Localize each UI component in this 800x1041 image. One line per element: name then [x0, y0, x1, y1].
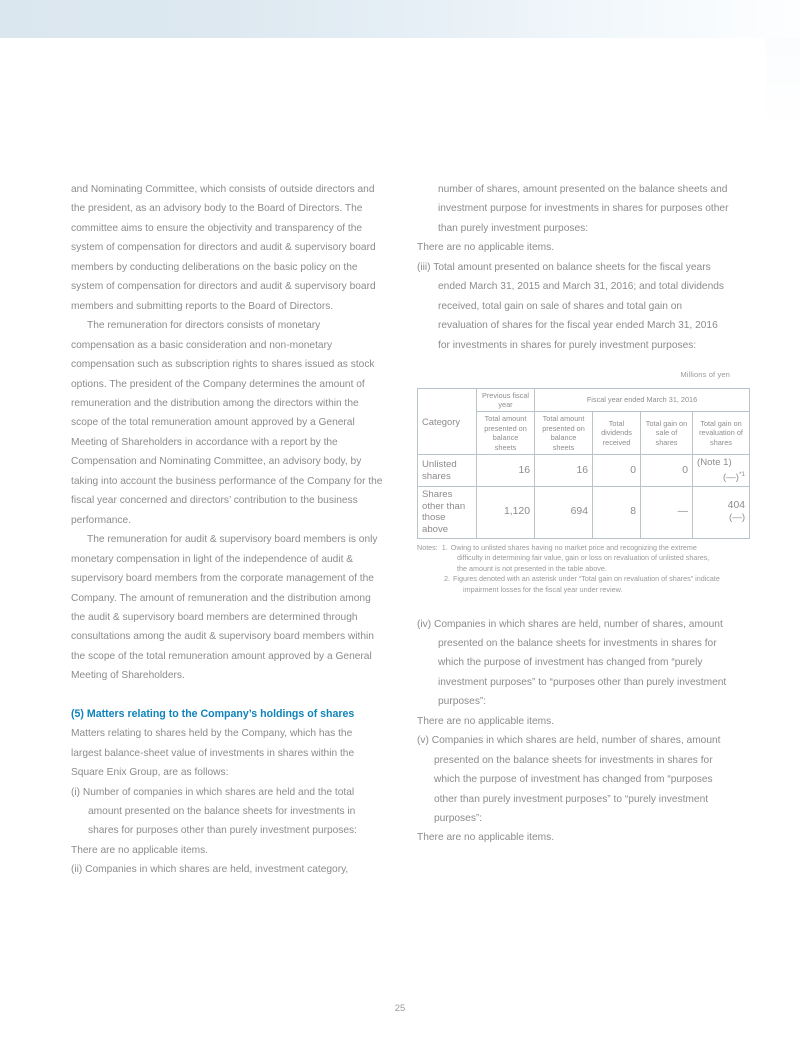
row-label-unlisted-shares: Unlisted shares [418, 454, 477, 486]
table-row [418, 487, 750, 538]
table-note-2-line-2: impairment losses for the fiscal year under review. [463, 584, 623, 594]
list-item-v-answer: There are no applicable items. [417, 832, 555, 844]
right-text-column [417, 180, 746, 848]
cell-other-dividends: 8 [593, 487, 641, 538]
table-header-balance: Total amount presented on balance sheets [535, 412, 593, 455]
page-number: 25 [394, 1002, 406, 1013]
left-text-column [71, 180, 384, 880]
table-group-header-row [418, 388, 750, 412]
shares-table-block [417, 365, 746, 595]
cell-other-balance: 694 [535, 487, 593, 538]
table-header-previous-fiscal-year: Previous fiscal year [477, 388, 535, 412]
table-spacer-bottom [417, 596, 730, 615]
cell-unlisted-balance: 16 [535, 454, 593, 486]
list-item-ii-continued: number of shares, amount presented on the balance sheets and investment purpose for investments in shares for purposes other than purely investment purposes: [438, 184, 729, 234]
list-item-i: (i) Number of companies in which shares are held and the total amount presented on the balance sheets for investments in shares for purposes other than purely investment purposes: [71, 786, 357, 837]
paragraph-audit-board-remuneration: The remuneration for audit & supervisory board members is only monetary compensation in light of the independence of audit & supervisory board members from the corporate management of the Company. The amount of remuneration and the distribution among the audit & supervisory board members are determined through consultations among the audit & supervisory board members within the scope of the total remuneration amount approved by a General Meeting of Shareholders. [71, 534, 378, 682]
table-note-1-line-2: difficulty in determining fair value, gain or loss on revaluation of unlisted shares, [457, 553, 710, 563]
cell-unlisted-gain-sale: 0 [641, 454, 693, 486]
table-note-1-line-1: Notes: 1. Owing to unlisted shares having no market price and recognizing the extreme [417, 542, 697, 552]
paragraph-governance-committee: and Nominating Committee, which consists of outside directors and the president, as an advisory body to the Board of Directors. The committee aims to ensure the objectivity and transparency of the system of compensation for directors and audit & supervisory board members by conducting deliberations on the basic policy on the system of compensation for directors and audit & supervisory board members and submitting reports to the Board of Directors. [71, 184, 376, 312]
table-header-dividends: Total dividends received [593, 412, 641, 455]
paragraph-shareholdings-intro: Matters relating to shares held by the Company, which has the largest balance-sheet value of investments in shares within the Square Enix Group, are as follows: [71, 728, 355, 779]
cell-unlisted-note-ref: (Note 1) [697, 456, 732, 468]
table-header-current-fiscal-year: Fiscal year ended March 31, 2016 [535, 388, 750, 412]
section-heading-5: (5) Matters relating to the Company’s holdings of shares [71, 707, 355, 720]
table-header-prev-balance: Total amount presented on balance sheets [477, 412, 535, 455]
table-row [418, 454, 750, 486]
paragraph-director-remuneration: The remuneration for directors consists of monetary compensation as a basic consideration and non-monetary compensation such as subscription rights to shares issued as stock options. The president of the Company determines the amount of remuneration and the distribution among the directors within the scope of the total remuneration amount approved by a General Meeting of Shareholders in accordance with a report by the Compensation and Nominating Committee, an advisory body, by taking into account the business performance of the Company for the fiscal year concerned and directors’ contribution to the business performance. [71, 320, 383, 526]
list-item-ii-answer: There are no applicable items. [417, 242, 555, 254]
page-edge-gradient [766, 38, 800, 128]
list-item-iv-answer: There are no applicable items. [417, 715, 555, 727]
list-item-v: (v) Companies in which shares are held, number of shares, amount presented on the balance sheets for investments in shares for which the purpose of investment has changed from “purposes other than purely investment purposes” to “purely investment purposes”: [417, 735, 721, 825]
list-item-ii-start: (ii) Companies in which shares are held, investment category, [71, 864, 349, 876]
table-note-2-line-1: 2. Figures denoted with an asterisk under “Total gain on revaluation of shares” indicate [444, 574, 720, 584]
table-notes-label: Notes: [417, 542, 438, 552]
row-label-other-shares: Shares other than those above [418, 487, 477, 538]
table-note-1-line-3: the amount is not presented in the table above. [457, 563, 607, 573]
cell-other-gain-revaluation-paren: (—) [729, 512, 746, 524]
list-item-i-answer: There are no applicable items. [71, 844, 209, 856]
cell-unlisted-gain-revaluation-value: (—)$^{*1}$ [722, 470, 746, 484]
table-header-category: Category [418, 388, 477, 454]
cell-unlisted-gain-revaluation [693, 454, 750, 486]
list-item-iv: (iv) Companies in which shares are held, number of shares, amount presented on the balance sheets for investments in shares for which the purpose of investment has changed from “purely investment purposes” to “purposes other than purely investment purposes”: [417, 618, 727, 708]
table-header-gain-revaluation: Total gain on revaluation of shares [693, 412, 750, 455]
table-notes [417, 543, 730, 596]
table-note-2-number: 2. [444, 574, 450, 584]
cell-other-gain-sale: — [641, 487, 693, 538]
cell-unlisted-dividends: 0 [593, 454, 641, 486]
cell-other-gain-revaluation-value: 404 [727, 500, 746, 512]
table-header-gain-sale: Total gain on sale of shares [641, 412, 693, 455]
section-spacer [71, 686, 384, 705]
table-units-label: Millions of yen [680, 370, 730, 380]
shares-investment-table [417, 388, 750, 539]
cell-unlisted-prev-balance: 16 [477, 454, 535, 486]
list-item-iii: (iii) Total amount presented on balance sheets for the fiscal years ended March 31, 2015 and March 31, 2016; and total dividends received, total gain on sale of shares and total gain on revaluation of shares for the fiscal year ended March 31, 2016 for investments in shares for purely investment purposes: [417, 261, 725, 351]
cell-unlisted-asterisk: *1 [738, 470, 746, 478]
cell-other-gain-revaluation [693, 487, 750, 538]
table-spacer-top [417, 355, 730, 365]
page-header-band [0, 0, 800, 38]
cell-other-prev-balance: 1,120 [477, 487, 535, 538]
table-note-1-number: 1. [441, 542, 448, 552]
